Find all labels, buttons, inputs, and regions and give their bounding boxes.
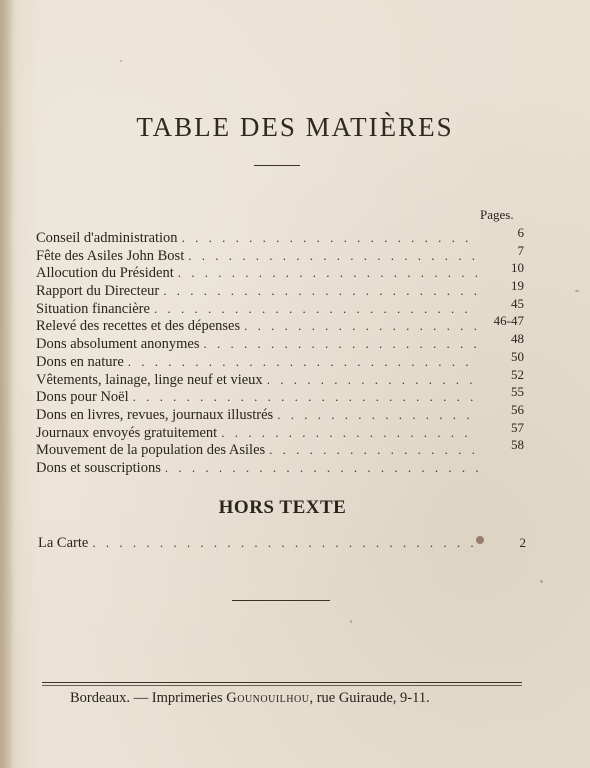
toc-entry xyxy=(36,278,524,300)
toc-entry xyxy=(36,242,524,265)
toc-entry xyxy=(36,260,524,282)
toc-entry-page: 50 xyxy=(511,348,524,364)
toc-entry-page: 19 xyxy=(511,278,524,294)
dot-leader xyxy=(92,535,480,551)
toc-entry-page: 7 xyxy=(517,242,524,258)
paper-spot xyxy=(540,580,543,583)
dot-leader xyxy=(178,264,478,282)
hors-texte-entry-page: 2 xyxy=(519,535,526,550)
toc-entry-label: Mouvement de la population des Asiles xyxy=(36,442,266,459)
toc-entry-page: 57 xyxy=(511,419,524,435)
paper-spot xyxy=(120,60,122,62)
paper-spot xyxy=(350,620,352,623)
toc-entry-label: Conseil d'administration xyxy=(36,230,178,246)
toc-entry-page: 52 xyxy=(511,366,524,382)
table-of-contents xyxy=(36,225,524,477)
dot-leader xyxy=(182,229,478,247)
printer-imprint xyxy=(70,690,530,707)
paper-spot xyxy=(575,290,579,292)
dot-leader xyxy=(163,282,478,300)
dot-leader xyxy=(269,441,478,459)
hors-texte-entry-label: La Carte xyxy=(38,535,89,551)
imprint-prefix: Bordeaux. — Imprimeries xyxy=(70,690,227,706)
toc-entry-page: 58 xyxy=(511,437,524,453)
dot-leader xyxy=(133,388,478,406)
toc-entry xyxy=(36,419,524,442)
footer-rule xyxy=(42,682,522,683)
dot-leader xyxy=(154,300,478,318)
dot-leader xyxy=(165,459,478,477)
dot-leader xyxy=(267,371,478,389)
paper-spot xyxy=(476,536,484,544)
toc-entry xyxy=(36,331,524,353)
toc-entry xyxy=(36,401,524,424)
toc-entry-page: 46-47 xyxy=(493,313,524,329)
toc-entry-label: Fête des Asiles John Bost xyxy=(36,247,185,264)
toc-entry-label: Allocution du Président xyxy=(36,265,174,282)
toc-entry xyxy=(36,459,524,477)
toc-entry xyxy=(36,313,524,335)
hors-texte-entry xyxy=(38,535,526,552)
toc-entry xyxy=(36,348,524,371)
imprint-printer: Gounouilhou xyxy=(226,690,310,706)
toc-entry-label: Journaux envoyés gratuitement xyxy=(36,424,218,441)
dot-leader xyxy=(188,247,478,265)
toc-entry xyxy=(36,366,524,389)
title-divider xyxy=(254,165,300,166)
toc-entry-page: 6 xyxy=(517,225,524,240)
toc-entry-label: Dons en livres, revues, journaux illustrés xyxy=(36,406,274,423)
toc-entry-label: Dons absolument anonymes xyxy=(36,336,200,353)
toc-entry-label: Vêtements, lainage, linge neuf et vieux xyxy=(36,371,263,388)
section-divider xyxy=(232,600,330,601)
toc-entry-label: Situation financière xyxy=(36,300,150,317)
toc-entry-label: Dons et souscriptions xyxy=(36,459,161,476)
toc-entry-label: Dons en nature xyxy=(36,353,124,370)
dot-leader xyxy=(204,335,478,353)
dot-leader xyxy=(244,317,478,335)
dot-leader xyxy=(128,353,478,371)
dot-leader xyxy=(221,424,478,442)
toc-entry-label: Dons pour Noël xyxy=(36,389,129,406)
hors-texte-heading: HORS TEXTE xyxy=(218,497,347,518)
dot-leader xyxy=(277,406,478,424)
toc-entry-page: 55 xyxy=(511,384,524,400)
imprint-suffix: , rue Guiraude, 9-11. xyxy=(309,690,430,706)
pages-column-header: Pages. xyxy=(480,207,514,222)
toc-entry-page: 10 xyxy=(511,260,524,276)
toc-entry-label: Rapport du Directeur xyxy=(36,283,160,300)
toc-entry-page: 56 xyxy=(511,401,524,417)
toc-entry-label: Relevé des recettes et des dépenses xyxy=(36,318,241,335)
toc-entry xyxy=(36,437,524,459)
toc-entry xyxy=(36,225,524,247)
page-title: TABLE DES MATIÈRES xyxy=(136,112,454,142)
toc-entry xyxy=(36,295,524,318)
footer-rule-thin xyxy=(42,685,522,686)
toc-entry-page: 45 xyxy=(511,295,524,311)
toc-entry xyxy=(36,384,524,406)
toc-entry-page: 48 xyxy=(511,331,524,347)
